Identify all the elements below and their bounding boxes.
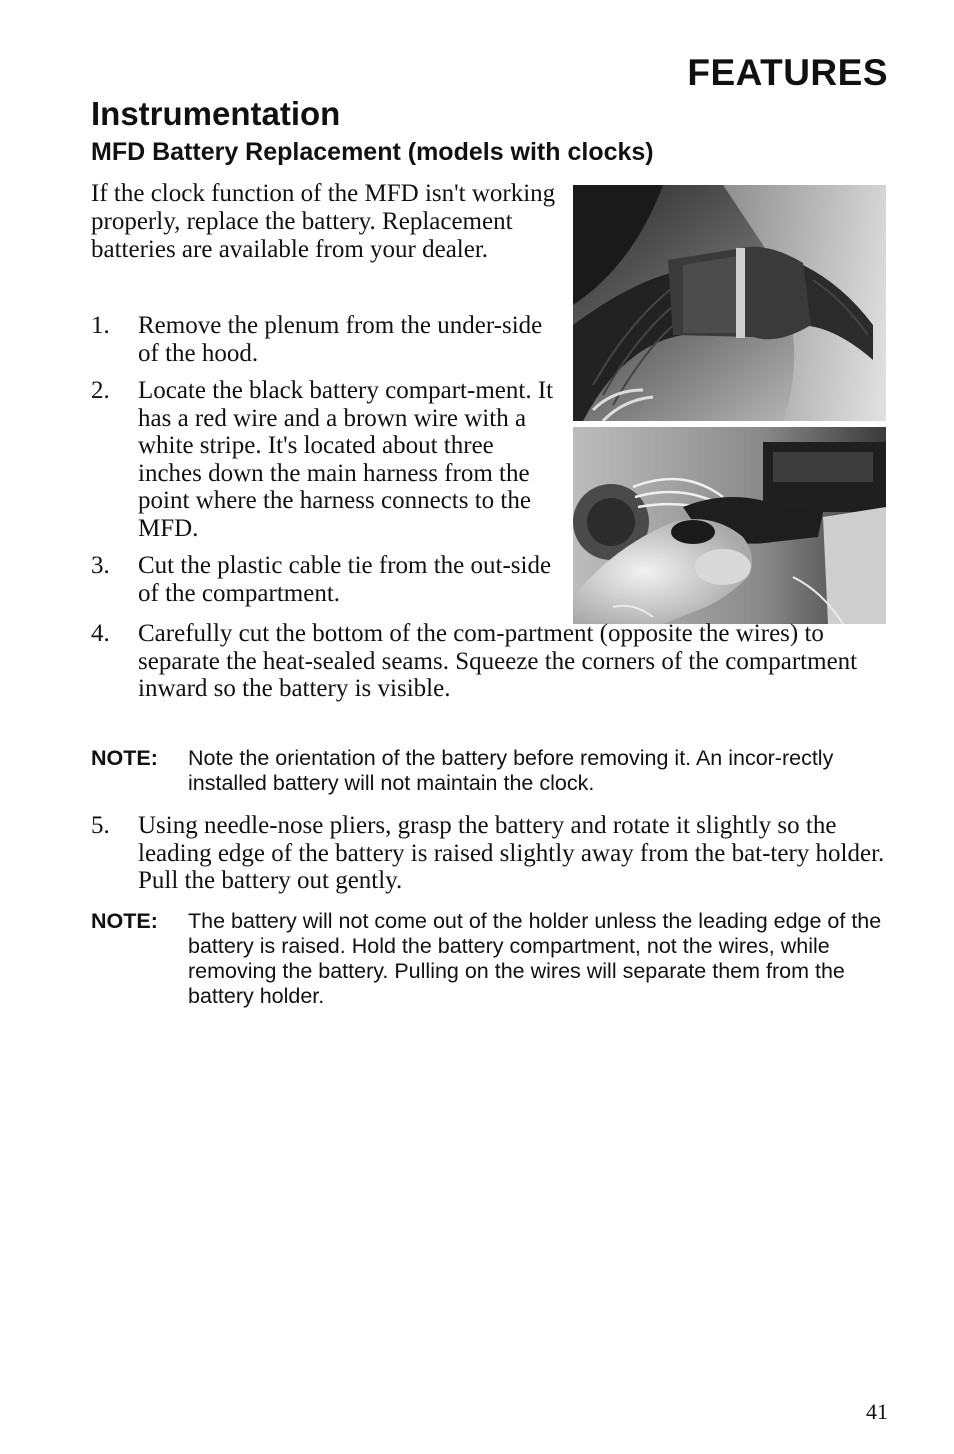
note-text: The battery will not come out of the holder unless the leading edge of the battery is raised. Hold the battery compartment, not the wires, while removing the battery. Pulling on the wires will separate them from the battery holder. — [188, 909, 882, 1008]
step-text: Locate the black battery compart-ment. It has a red wire and a brown wire with a white stripe. It's located about three inches down the main harness from the point where the harness connects to the MFD. — [138, 377, 554, 542]
step-item-4 — [91, 620, 866, 703]
steps-list-step-4 — [91, 620, 866, 703]
intro-paragraph: If the clock function of the MFD isn't working properly, replace the battery. Replacement batteries are available from your dealer. — [91, 180, 556, 263]
step-item-3 — [91, 552, 563, 607]
step-item-2 — [91, 377, 558, 542]
note-orientation — [91, 746, 891, 796]
step-text: Cut the plastic cable tie from the out-side of the compartment. — [138, 552, 552, 607]
step-number: 4. — [91, 620, 110, 647]
steps-list-step-5 — [91, 812, 891, 895]
step-text: Using needle-nose pliers, grasp the battery and rotate it slightly so the leading edge of the battery is raised slightly away from the bat-tery holder. Pull the battery out gently. — [138, 812, 885, 894]
step-item-1 — [91, 312, 558, 367]
note-label: NOTE: — [91, 746, 158, 770]
page-heading: Instrumentation — [91, 95, 341, 132]
step-item-5 — [91, 812, 891, 895]
step-text: Carefully cut the bottom of the com-partment (opposite the wires) to separate the heat-sealed seams. Squeeze the corners of the compartment inward so the battery is visible. — [138, 620, 858, 702]
note-text: Note the orientation of the battery before removing it. An incor-rectly installed battery will not maintain the clock. — [188, 746, 834, 795]
step-number: 3. — [91, 552, 110, 579]
steps-list-upper — [91, 312, 881, 617]
step-number: 2. — [91, 377, 110, 404]
step-number: 5. — [91, 812, 110, 839]
note-leading-edge — [91, 909, 891, 1009]
note-label: NOTE: — [91, 909, 158, 933]
page-number: 41 — [866, 1399, 888, 1424]
page-subheading: MFD Battery Replacement (models with clocks) — [91, 138, 654, 166]
step-number: 1. — [91, 312, 110, 339]
step-text: Remove the plenum from the under-side of the hood. — [138, 312, 543, 367]
section-title: FEATURES — [687, 52, 888, 93]
